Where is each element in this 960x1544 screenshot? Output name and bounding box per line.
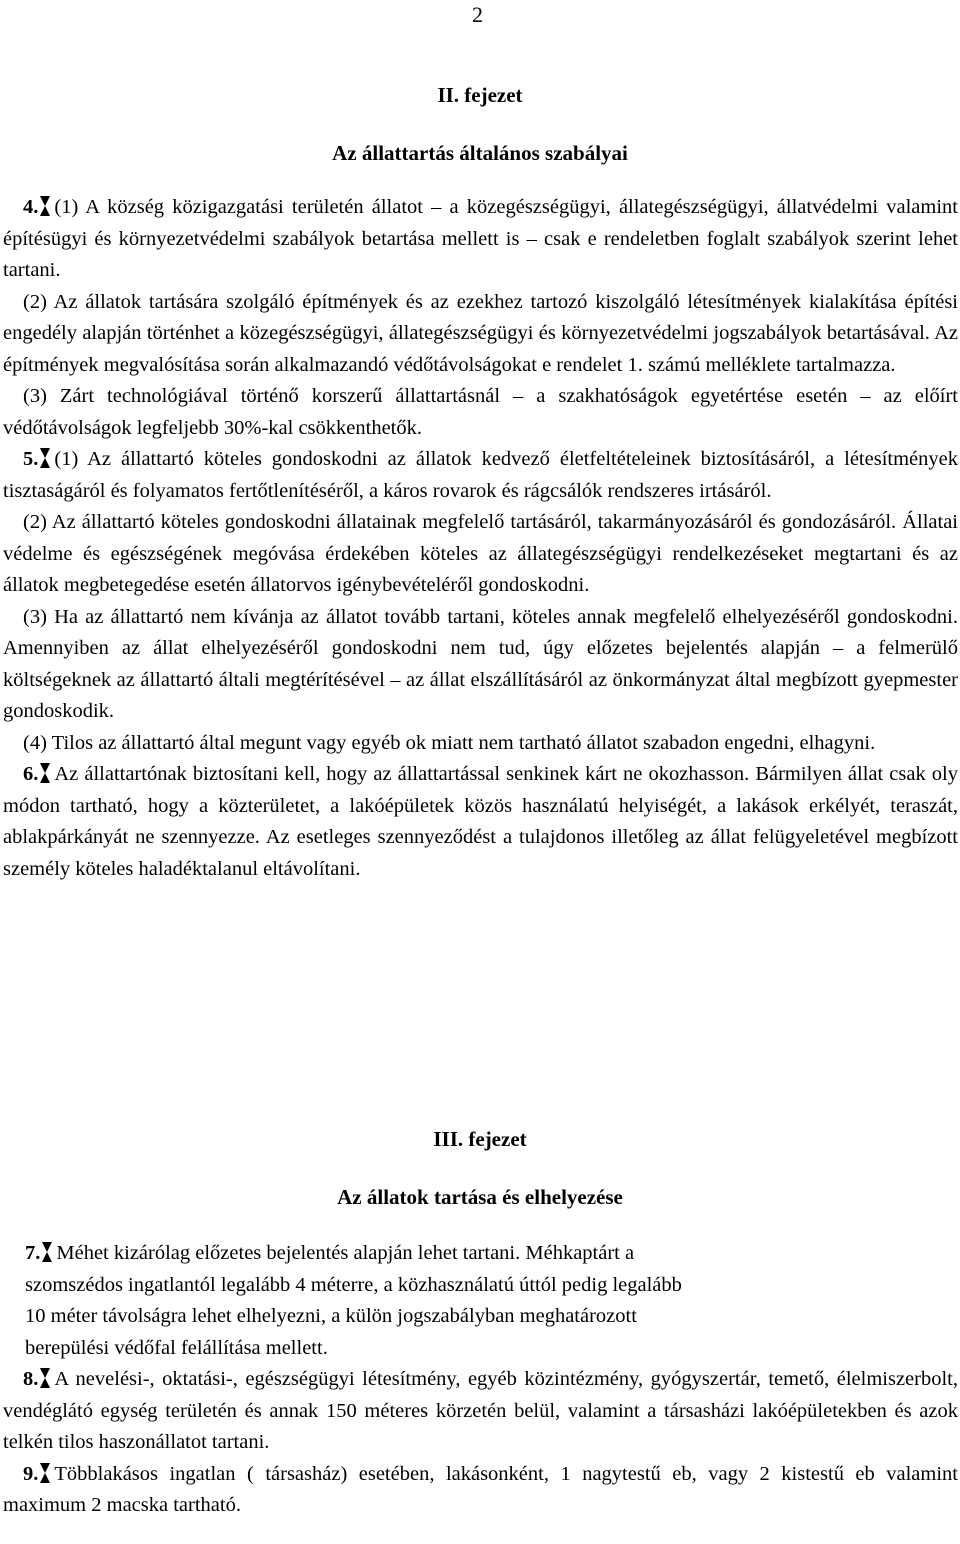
section-4-para-1 <box>3 192 958 287</box>
section-9-para <box>3 1459 958 1522</box>
section-4-para-1-text: (1) A község közigazgatási területén állatot – a közegészségügyi, állategészségügyi, állatvédelmi valamint építésügyi és környezetvédelmi szabályok betartása mellett is – csak e rendeletben foglalt szabályok szerint lehet tartani. <box>3 196 958 281</box>
section-8-number: 8. <box>23 1368 39 1390</box>
section-7-line-1-text: Méhet kizárólag előzetes bejelentés alapján lehet tartani. Méhkaptárt a <box>56 1242 635 1264</box>
section-6-para <box>3 759 958 885</box>
sections-8-9 <box>3 1364 958 1522</box>
section-6-text: Az állattartónak biztosítani kell, hogy az állattartással senkinek kárt ne okozhasson. Bármilyen állat csak oly módon tartható, hogy a közterületet, a lakóépületek közös használatú helyiségét, a lakások erkélyét, teraszát, ablakpárkányát ne szennyezze. Az esetleges szennyeződést a tulajdonos illetőleg az állat felügyeletével megbízott személy köteles haladéktalanul eltávolítani. <box>3 763 958 880</box>
section-4-para-2: (2) Az állatok tartására szolgáló építmények és az ezekhez tartozó kiszolgáló létesítmények kialakítása építési engedély alapján történhet a közegészségügyi, állategészségügyi és környezetvédelmi jogszabályok betartásával. Az építmények megvalósítása során alkalmazandó védőtávolságokat e rendelet 1. számú melléklete tartalmazza. <box>3 290 958 376</box>
chapter-3-title: III. fejezet <box>433 1127 527 1151</box>
section-4-number: 4. <box>23 196 39 218</box>
section-8-text: A nevelési-, oktatási-, egészségügyi létesítmény, egyéb közintézmény, gyógyszertár, temető, élelmiszerbolt, vendéglátó egység területén és annak 150 méteres körzetén belül, valamint a társasházi lakóépületekben és azok telkén tilos haszonállatot tartani. <box>3 1368 958 1453</box>
section-7-number: 7. <box>25 1242 41 1264</box>
section-7 <box>25 1238 925 1364</box>
section-sign-icon <box>40 448 50 468</box>
section-5-para-4: (4) Tilos az állattartó által megunt vagy egyéb ok miatt nem tartható állatot szabadon engedni, elhagyni. <box>23 731 876 754</box>
section-7-line-2: szomszédos ingatlantól legalább 4 méterre, a közhasználatú úttól pedig legalább <box>25 1273 682 1296</box>
section-4 <box>3 192 958 885</box>
section-sign-icon <box>40 763 50 783</box>
section-5-number: 5. <box>23 448 39 470</box>
section-9-text: Többlakásos ingatlan ( társasház) esetében, lakásonként, 1 nagytestű eb, vagy 2 kistestű eb valamint maximum 2 macska tartható. <box>3 1462 958 1516</box>
section-5-para-1-text: (1) Az állattartó köteles gondoskodni az állatok kedvező életfeltételeinek biztosításáról, a létesítmények tisztaságáról és folyamatos fertőtlenítéséről, a káros rovarok és rágcsálók rendszeres irtásáról. <box>3 448 958 502</box>
section-7-line-1 <box>25 1238 925 1270</box>
page-number: 2 <box>472 2 483 27</box>
section-sign-icon <box>40 1463 50 1483</box>
section-5-para-1 <box>3 444 958 507</box>
chapter-2-subtitle: Az állattartás általános szabályai <box>332 141 628 165</box>
section-4-para-3: (3) Zárt technológiával történő korszerű állattartásnál – a szakhatóságok egyetértése esetén – az előírt védőtávolságok legfeljebb 30%-kal csökkenthetők. <box>3 385 958 439</box>
section-5-para-2: (2) Az állattartó köteles gondoskodni állatainak megfelelő tartásáról, takarmányozásáról és gondozásáról. Állatai védelme és egészségének megóvása érdekében köteles az állategészségügyi rendelkezéseket megtartani és az állatok megbetegedése esetén állatorvos igénybevételéről gondoskodni. <box>3 511 958 596</box>
section-7-line-3: 10 méter távolságra lehet elhelyezni, a külön jogszabályban meghatározott <box>25 1305 637 1327</box>
section-8-para <box>3 1364 958 1459</box>
section-5-para-3: (3) Ha az állattartó nem kívánja az állatot tovább tartani, köteles annak megfelelő elhelyezéséről gondoskodni. Amennyiben az állat elhelyezéséről gondoskodni nem tud, úgy előzetes bejelentés alapján – a felmerülő költségeknek az állattartó általi megtérítésével – az állat elszállításáról az önkormányzat által megbízott gyepmester gondoskodik. <box>3 605 958 722</box>
section-7-line-4: berepülési védőfal felállítása mellett. <box>25 1336 328 1359</box>
section-sign-icon <box>40 1368 50 1388</box>
section-sign-icon <box>42 1242 52 1262</box>
chapter-2-title: II. fejezet <box>437 83 523 107</box>
section-6-number: 6. <box>23 763 39 785</box>
section-9-number: 9. <box>23 1462 39 1485</box>
chapter-3-subtitle: Az állatok tartása és elhelyezése <box>337 1185 623 1209</box>
section-sign-icon <box>40 196 50 216</box>
